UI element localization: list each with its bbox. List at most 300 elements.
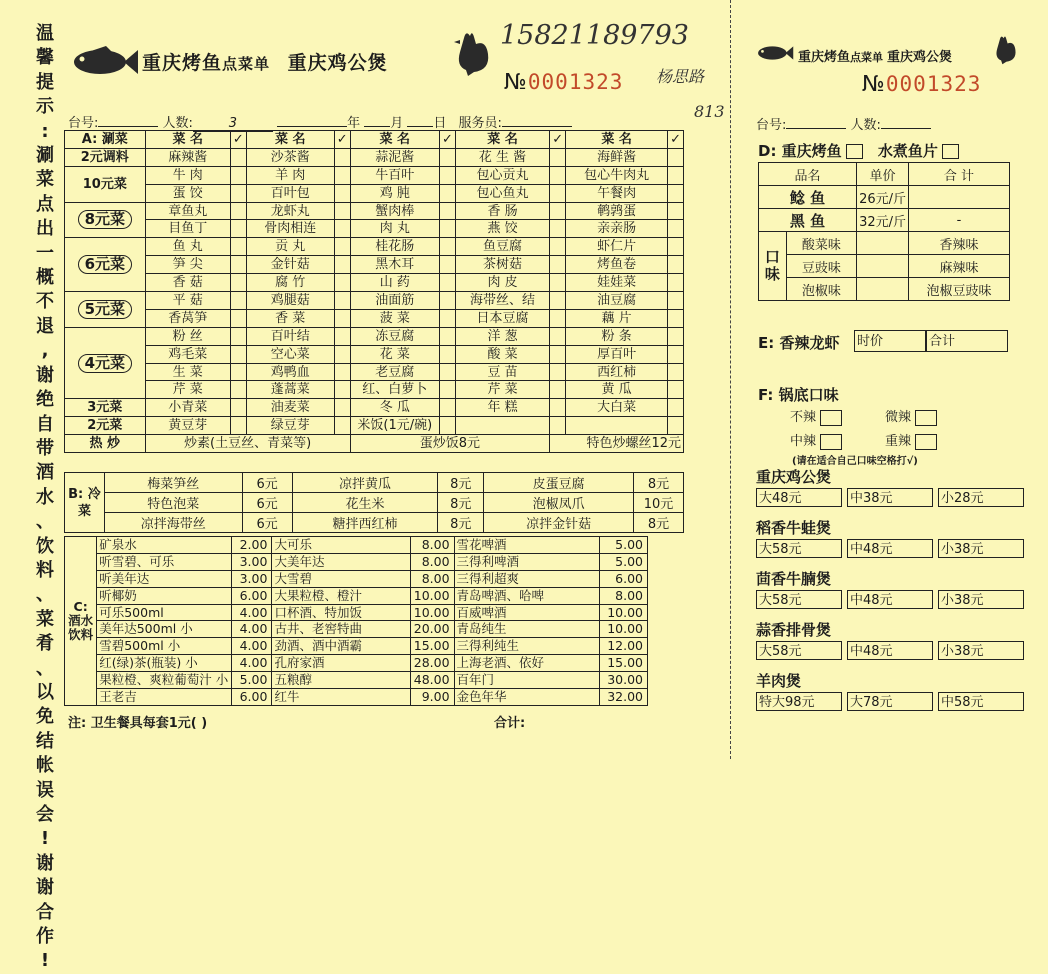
check-cell[interactable] [230, 292, 246, 310]
table-row [65, 238, 684, 256]
check-cell[interactable] [668, 399, 684, 417]
shuizhu-checkbox[interactable] [942, 144, 959, 159]
table-row [65, 672, 648, 689]
brand-sub: 点菜单 [850, 51, 884, 64]
menu-item: 香 肠 [455, 202, 549, 220]
spice-checkbox[interactable] [820, 410, 842, 426]
menu-item: 菠 菜 [350, 309, 439, 327]
reminder-char: 带 [36, 437, 54, 459]
spice-option[interactable] [790, 430, 885, 454]
check-cell[interactable] [230, 399, 246, 417]
menu-item: 口杯酒、特加饭 [272, 604, 411, 621]
check-cell[interactable] [550, 148, 566, 166]
pot-size-option[interactable]: 大58元 [756, 539, 842, 558]
check-cell[interactable] [550, 184, 566, 202]
rooster-icon [452, 30, 492, 82]
check-cell[interactable] [550, 202, 566, 220]
reminder-char: 点 [36, 193, 54, 215]
check-cell[interactable] [334, 292, 350, 310]
reminder-char: 、 [36, 657, 54, 679]
check-cell[interactable] [230, 327, 246, 345]
item-price: 6.00 [232, 689, 272, 706]
pot-name: 重庆鸡公煲 [756, 468, 832, 486]
pot-size-option[interactable]: 大58元 [756, 641, 842, 660]
check-cell[interactable] [439, 256, 455, 274]
brand-name-1: 重庆烤鱼 [798, 50, 851, 65]
column-header: 菜 名 [566, 131, 668, 149]
flavor-check[interactable] [857, 278, 909, 301]
flavor-label: 口味 [759, 232, 787, 301]
item-price: 4.00 [232, 638, 272, 655]
table-row [65, 202, 684, 220]
item-price: 15.00 [411, 638, 454, 655]
menu-item: 泡椒凤爪 [484, 493, 634, 513]
check-cell[interactable] [439, 309, 455, 327]
pot-size-option[interactable]: 中38元 [847, 488, 933, 507]
pot-size-option[interactable]: 特大98元 [756, 692, 842, 711]
item-price: 3.00 [232, 553, 272, 570]
check-cell[interactable] [550, 345, 566, 363]
check-cell[interactable] [230, 256, 246, 274]
price-category: 10元菜 [65, 166, 146, 202]
item-price: 5.00 [232, 672, 272, 689]
check-cell[interactable] [334, 256, 350, 274]
menu-item: 年 糕 [455, 399, 549, 417]
spice-checkbox[interactable] [820, 434, 842, 450]
menu-item: 三得利超爽 [454, 570, 599, 587]
fish-total[interactable]: - [909, 209, 1010, 232]
people-field[interactable]: 3 [193, 116, 273, 132]
reminder-char: : [41, 120, 49, 142]
check-cell[interactable] [334, 202, 350, 220]
check-cell[interactable] [439, 166, 455, 184]
check-cell[interactable] [668, 220, 684, 238]
menu-item: 牛 肉 [145, 166, 230, 184]
menu-item: 百威啤酒 [454, 604, 599, 621]
column-header: 品名 [759, 163, 857, 186]
spice-option[interactable] [885, 430, 980, 454]
column-header: 菜 名 [350, 131, 439, 149]
section-b-table [64, 472, 684, 533]
menu-item: 百叶结 [246, 327, 334, 345]
check-cell[interactable] [439, 184, 455, 202]
check-cell[interactable] [439, 292, 455, 310]
item-price: 4.00 [232, 655, 272, 672]
flavor-check[interactable] [857, 232, 909, 255]
check-cell[interactable] [439, 327, 455, 345]
check-cell[interactable] [334, 417, 350, 435]
pot-size-option[interactable]: 小38元 [938, 641, 1024, 660]
check-cell[interactable] [668, 148, 684, 166]
check-cell[interactable] [668, 292, 684, 310]
check-cell[interactable] [668, 202, 684, 220]
menu-item: 青岛纯生 [454, 621, 599, 638]
menu-item: 笋 尖 [145, 256, 230, 274]
check-cell[interactable] [334, 399, 350, 417]
pot-size-option[interactable]: 中48元 [847, 590, 933, 609]
price-category: 2元调料 [65, 148, 146, 166]
reminder-char: 不 [36, 291, 54, 313]
check-cell[interactable] [230, 238, 246, 256]
check-cell[interactable] [668, 381, 684, 399]
pot-size-option[interactable]: 中58元 [938, 692, 1024, 711]
spice-checkbox[interactable] [915, 410, 937, 426]
item-price: 8元 [633, 473, 683, 493]
menu-item: 香 菜 [246, 309, 334, 327]
section-f-title: F: 锅底口味 [758, 386, 839, 404]
check-cell[interactable] [668, 166, 684, 184]
check-cell[interactable] [668, 417, 684, 435]
menu-item: 芹 菜 [455, 381, 549, 399]
check-cell[interactable] [230, 148, 246, 166]
check-cell[interactable] [550, 166, 566, 184]
fish-price: 26元/斤 [857, 186, 909, 209]
check-cell[interactable] [550, 327, 566, 345]
check-cell[interactable] [334, 148, 350, 166]
table-row [65, 655, 648, 672]
pot-name: 羊肉煲 [756, 672, 802, 690]
day-field[interactable] [407, 126, 433, 127]
left-brand [142, 48, 388, 75]
check-cell[interactable] [230, 202, 246, 220]
table-row [65, 570, 648, 587]
check-cell[interactable] [668, 274, 684, 292]
column-header: 菜 名 [455, 131, 549, 149]
menu-item: 腐 竹 [246, 274, 334, 292]
item-price: 8.00 [411, 537, 454, 554]
pot-size-option[interactable]: 大58元 [756, 590, 842, 609]
check-cell[interactable] [439, 148, 455, 166]
item-price: 6.00 [232, 587, 272, 604]
spice-option[interactable] [790, 406, 885, 430]
spice-options [790, 406, 980, 454]
column-header: 菜 名 [145, 131, 230, 149]
menu-item: 冻豆腐 [350, 327, 439, 345]
check-cell[interactable] [668, 184, 684, 202]
table-field[interactable] [98, 126, 158, 127]
table-row [759, 278, 1010, 301]
year-field[interactable] [277, 126, 347, 127]
label-waiter: 服务员: [458, 116, 502, 131]
check-cell[interactable] [334, 274, 350, 292]
tear-line [730, 0, 731, 759]
reminder-char: 概 [36, 267, 54, 289]
menu-item: 鹌鹑蛋 [566, 202, 668, 220]
menu-item: 蓬蒿菜 [246, 381, 334, 399]
brand-name-2: 重庆鸡公煲 [287, 52, 388, 74]
check-cell[interactable] [334, 381, 350, 399]
menu-item: 羊 肉 [246, 166, 334, 184]
fish-logo-icon [66, 42, 140, 86]
menu-item: 日本豆腐 [455, 309, 549, 327]
item-price: 4.00 [232, 621, 272, 638]
menu-item: 凉拌黄瓜 [292, 473, 438, 493]
pot-size-option[interactable]: 中48元 [847, 641, 933, 660]
item-price: 6.00 [599, 570, 647, 587]
waiter-field[interactable] [502, 126, 572, 127]
menu-item: 酸 菜 [455, 345, 549, 363]
table-row [65, 274, 684, 292]
reminder-char: 温 [36, 23, 54, 44]
pot-sizes [756, 589, 1029, 609]
menu-item: 蛋 饺 [145, 184, 230, 202]
menu-item: 包心贡丸 [455, 166, 549, 184]
menu-item: 糖拌西红柿 [292, 513, 438, 533]
menu-item: 雪花啤酒 [454, 537, 599, 554]
price-category: 2元菜 [65, 417, 146, 435]
menu-item: 红牛 [272, 689, 411, 706]
check-cell[interactable] [334, 220, 350, 238]
pot-size-option[interactable]: 小28元 [938, 488, 1024, 507]
spice-checkbox[interactable] [915, 434, 937, 450]
menu-item: 大可乐 [272, 537, 411, 554]
menu-item: 目鱼丁 [145, 220, 230, 238]
pot-sizes [756, 538, 1029, 558]
flavor-option: 麻辣味 [909, 255, 1010, 278]
item-price: 10.00 [411, 587, 454, 604]
check-cell[interactable] [334, 309, 350, 327]
pot-size-option[interactable]: 小38元 [938, 539, 1024, 558]
item-price: 4.00 [232, 604, 272, 621]
item-price: 8元 [438, 473, 484, 493]
handwritten-note: 杨思路 [656, 67, 705, 86]
check-cell[interactable] [550, 274, 566, 292]
pot-item [756, 517, 1029, 568]
item-price: 48.00 [411, 672, 454, 689]
table-row [65, 327, 684, 345]
check-cell[interactable] [550, 220, 566, 238]
reminder-char: ! [40, 950, 50, 972]
check-cell[interactable] [334, 184, 350, 202]
table-row [65, 363, 684, 381]
flavor-check[interactable] [857, 255, 909, 278]
menu-item: 金针菇 [246, 256, 334, 274]
reminder-vertical-text [30, 22, 60, 974]
check-cell[interactable] [230, 184, 246, 202]
menu-item: 三得利啤酒 [454, 553, 599, 570]
check-cell[interactable] [550, 363, 566, 381]
label-year: 年 [347, 116, 361, 131]
menu-item: 红、白萝卜 [350, 381, 439, 399]
menu-item: 空心菜 [246, 345, 334, 363]
menu-item: 骨肉相连 [246, 220, 334, 238]
section-c-label: C: 酒水饮料 [65, 537, 97, 706]
check-cell[interactable] [668, 327, 684, 345]
pot-name: 蒜香排骨煲 [756, 621, 832, 639]
menu-item: 燕 饺 [455, 220, 549, 238]
check-cell[interactable] [230, 417, 246, 435]
check-cell[interactable] [334, 166, 350, 184]
stirfry-item: 特色炒螺丝12元 [550, 435, 684, 453]
menu-item: 大美年达 [272, 553, 411, 570]
reminder-char: 料 [36, 559, 54, 581]
check-cell[interactable] [334, 345, 350, 363]
menu-item: 贡 丸 [246, 238, 334, 256]
footer-total: 合计: [494, 716, 526, 731]
table-row [759, 232, 1010, 255]
check-cell[interactable] [334, 363, 350, 381]
check-cell[interactable] [668, 238, 684, 256]
reminder-char: 菜 [36, 608, 54, 630]
menu-item: 红(绿)茶(瓶装) 小 [97, 655, 232, 672]
menu-item: 凉拌海带丝 [104, 513, 242, 533]
menu-item: 油豆腐 [566, 292, 668, 310]
menu-item: 平 菇 [145, 292, 230, 310]
serial-number-right: №0001323 [862, 72, 982, 97]
menu-item: 龙虾丸 [246, 202, 334, 220]
table-row [65, 553, 648, 570]
table-row [65, 621, 648, 638]
kaoyu-checkbox[interactable] [846, 144, 863, 159]
item-price: 9.00 [411, 689, 454, 706]
table-field-right[interactable] [786, 128, 846, 129]
section-a-header [65, 131, 684, 149]
check-cell[interactable] [439, 399, 455, 417]
check-cell[interactable] [550, 292, 566, 310]
pot-size-option[interactable]: 大78元 [847, 692, 933, 711]
menu-item: 豆 苗 [455, 363, 549, 381]
check-cell[interactable] [550, 238, 566, 256]
section-d-label: D: 重庆烤鱼 [758, 142, 842, 160]
reminder-char: 以 [36, 681, 54, 703]
fish-total[interactable] [909, 186, 1010, 209]
menu-item: 黄 瓜 [566, 381, 668, 399]
check-cell[interactable] [550, 309, 566, 327]
table-row [759, 186, 1010, 209]
check-cell[interactable] [439, 202, 455, 220]
check-cell[interactable] [550, 417, 566, 435]
column-header: 菜 名 [246, 131, 334, 149]
price-category-label: 4元菜 [78, 354, 132, 373]
menu-item: 古井、老窖特曲 [272, 621, 411, 638]
pot-name: 稻香牛蛙煲 [756, 519, 832, 537]
menu-item: 果粒橙、爽粒葡萄汁 小 [97, 672, 232, 689]
menu-item [566, 417, 668, 435]
spice-option[interactable] [885, 406, 980, 430]
menu-item: 包心牛肉丸 [566, 166, 668, 184]
reminder-char: 谢 [36, 364, 54, 386]
spice-label: 重辣 [885, 434, 912, 449]
month-field[interactable] [364, 126, 390, 127]
handwritten-table-no: 813 [694, 102, 725, 121]
menu-item: 芹 菜 [145, 381, 230, 399]
item-price: 6元 [242, 513, 292, 533]
check-cell[interactable] [439, 220, 455, 238]
reminder-char: 帐 [36, 755, 54, 777]
check-cell[interactable] [668, 363, 684, 381]
item-price: 5.00 [599, 553, 647, 570]
column-header: 单价 [857, 163, 909, 186]
menu-item: 肉 皮 [455, 274, 549, 292]
table-row [65, 537, 648, 554]
menu-item: 花生米 [292, 493, 438, 513]
check-cell[interactable] [668, 256, 684, 274]
reminder-char: ! [40, 828, 50, 850]
menu-item: 百叶包 [246, 184, 334, 202]
pot-size-option[interactable]: 大48元 [756, 488, 842, 507]
menu-item: 桂花肠 [350, 238, 439, 256]
menu-item: 海带丝、结 [455, 292, 549, 310]
check-cell[interactable] [668, 309, 684, 327]
brand-name-2: 重庆鸡公煲 [887, 50, 953, 65]
price-category-label: 8元菜 [78, 210, 132, 229]
column-header: 合 计 [909, 163, 1010, 186]
spice-label: 不辣 [790, 410, 817, 425]
check-cell[interactable] [230, 363, 246, 381]
check-cell[interactable] [668, 345, 684, 363]
check-cell[interactable] [334, 327, 350, 345]
spice-label: 微辣 [885, 410, 912, 425]
check-cell[interactable] [550, 381, 566, 399]
check-cell[interactable] [550, 256, 566, 274]
menu-item: 大白菜 [566, 399, 668, 417]
check-cell[interactable] [550, 399, 566, 417]
item-price: 30.00 [599, 672, 647, 689]
stirfry-item: 蛋炒饭8元 [350, 435, 550, 453]
pot-size-option[interactable]: 小38元 [938, 590, 1024, 609]
menu-item: 蟹肉棒 [350, 202, 439, 220]
check-cell[interactable] [230, 345, 246, 363]
menu-item: 金色年华 [454, 689, 599, 706]
menu-item: 鸡腿菇 [246, 292, 334, 310]
check-cell[interactable] [230, 274, 246, 292]
check-cell[interactable] [334, 238, 350, 256]
menu-item [455, 417, 549, 435]
check-cell[interactable] [230, 220, 246, 238]
check-cell[interactable] [230, 309, 246, 327]
table-row [65, 148, 684, 166]
menu-item: 听美年达 [97, 570, 232, 587]
reminder-char: 、 [36, 511, 54, 533]
pot-item [756, 619, 1029, 670]
check-cell[interactable] [230, 381, 246, 399]
e-total[interactable]: 合计 [926, 330, 1008, 352]
table-row [65, 604, 648, 621]
item-price: 28.00 [411, 655, 454, 672]
reminder-char: 肴 [36, 633, 54, 655]
check-cell[interactable] [439, 381, 455, 399]
reminder-char: 、 [36, 584, 54, 606]
pot-sizes [756, 640, 1029, 660]
item-price: 6元 [242, 473, 292, 493]
menu-item: 海鲜酱 [566, 148, 668, 166]
menu-item: 香 菇 [145, 274, 230, 292]
check-cell[interactable] [439, 345, 455, 363]
item-price: 10元 [633, 493, 683, 513]
right-header-info [756, 114, 931, 133]
fish-logo-icon [752, 42, 796, 68]
check-cell[interactable] [439, 363, 455, 381]
people-field-right[interactable] [881, 128, 931, 129]
section-e-boxes [854, 330, 1008, 352]
check-cell[interactable] [439, 274, 455, 292]
label-day: 日 [433, 116, 447, 131]
section-d-title [758, 140, 959, 161]
price-category-label: 5元菜 [78, 300, 132, 319]
reminder-char: 绝 [36, 389, 54, 411]
price-category [65, 292, 146, 328]
check-cell[interactable] [230, 166, 246, 184]
reminder-char: 馨 [36, 47, 54, 69]
spice-label: 中辣 [790, 434, 817, 449]
reminder-char: 谢 [36, 852, 54, 874]
check-cell[interactable] [439, 417, 455, 435]
pot-size-option[interactable]: 中48元 [847, 539, 933, 558]
menu-item: 花 菜 [350, 345, 439, 363]
fish-name: 黑 鱼 [759, 209, 857, 232]
check-cell[interactable] [439, 238, 455, 256]
item-price: 12.00 [599, 638, 647, 655]
